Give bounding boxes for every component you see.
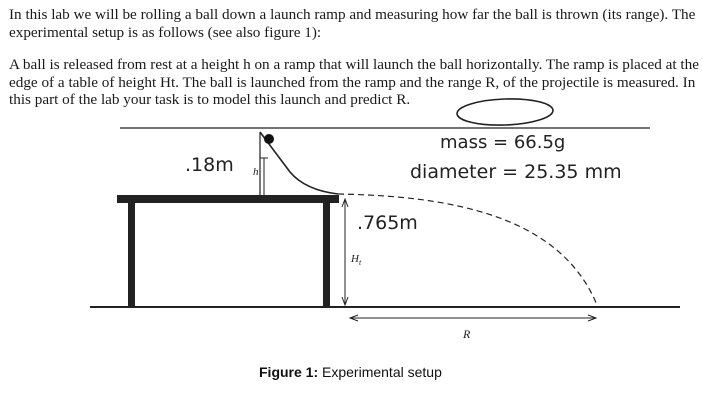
table-leg-left — [128, 203, 135, 307]
intro-paragraph: In this lab we will be rolling a ball down a launch ramp and measuring how far the ball is thrown (its range). The experimental setup is as follows (see also figure 1): — [9, 6, 696, 41]
table-height-label: $H_t$ — [351, 253, 362, 267]
setup-paragraph: A ball is released from rest at a height h on a ramp that will launch the ball horizontally. The ramp is placed at the edge of a table of height Ht. The ball is launched from the ramp and the range R, of the projectile is measured. In this part of the lab your task is to model this launch and predict R. — [9, 56, 699, 108]
handwritten-table-height: .765m — [357, 212, 418, 234]
ball — [264, 134, 274, 144]
handwritten-mass: mass = 66.5g — [440, 132, 566, 153]
handwritten-circle — [457, 97, 554, 126]
handwritten-diameter: diameter = 25.35 mm — [410, 161, 622, 183]
height-h-label: h — [253, 166, 259, 178]
table-leg-right — [323, 203, 330, 307]
handwritten-ramp-height: .18m — [185, 154, 234, 176]
figure-caption: Figure 1: Experimental setup — [259, 364, 442, 380]
range-label: R — [463, 327, 471, 341]
table-top — [117, 195, 339, 203]
projectile-trajectory — [338, 194, 597, 305]
